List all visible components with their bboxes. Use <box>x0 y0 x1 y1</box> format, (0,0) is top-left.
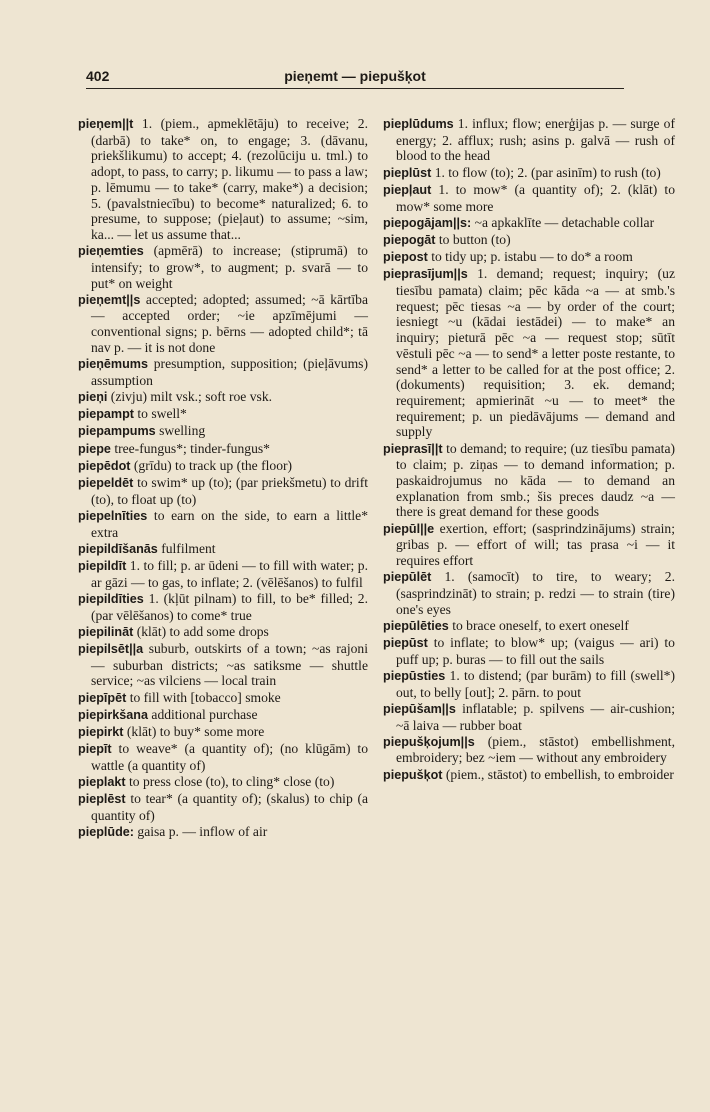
definition: 1. to mow* (a quantity of); 2. (klāt) to mow* some more <box>396 181 676 214</box>
definition: to brace oneself, to exert oneself <box>452 617 629 633</box>
definition: 1. to fill; p. ar ūdeni — to fill with water; p. ar gāzi — to gas, to inflate; 2. (vēlēšanos) to fulfil <box>91 557 368 590</box>
dictionary-entry <box>78 624 368 641</box>
dictionary-entry <box>383 767 675 784</box>
headword: pieplēst <box>78 792 126 807</box>
headword: piepilināt <box>78 624 134 639</box>
definition: (apmērā) to increase; (stiprumā) to intensify; to grow*, to augment; p. svarā — to put* on weight <box>91 243 368 291</box>
definition: tree-fungus*; tinder-fungus* <box>114 440 270 456</box>
definition: swelling <box>159 423 206 439</box>
definition: (klāt) to buy* some more <box>126 724 265 740</box>
dictionary-entry <box>78 724 368 741</box>
dictionary-entry <box>78 116 368 243</box>
headword: piepēdot <box>78 458 131 473</box>
definition: to demand; to require; (uz tiesību pamata) to claim; p. ziņas — to demand information; p. paskaidrojumus no kāda — to demand an explanation from smb.; šis preces daudz ~a — there is great demand for these goods <box>396 440 676 520</box>
dictionary-entry <box>383 165 675 182</box>
headword: pieņem||t <box>78 117 134 131</box>
definition: 1. to distend; (par burām) to fill (swell*) out, to belly [out]; 2. pārn. to pout <box>396 667 676 700</box>
headword: piepūsties <box>383 668 446 683</box>
definition: presumption, supposition; (pieļāvums) assumption <box>91 356 368 388</box>
headword: pieprasījum||s <box>383 267 468 282</box>
headword: piepirkšana <box>78 707 148 722</box>
dictionary-entry <box>78 541 368 558</box>
headword: pieplūde: <box>78 825 134 840</box>
dictionary-entry <box>78 243 368 291</box>
running-title: pieņemt — piepušķot <box>284 68 426 84</box>
right-column <box>383 116 675 784</box>
dictionary-entry <box>78 690 368 707</box>
headword: piepildīties <box>78 591 144 606</box>
definition: 1. (samocīt) to tire, to weary; 2. (sasprindzināt) to strain; p. redzi — to strain (tire) one's eyes <box>396 569 675 617</box>
definition: accepted; adopted; assumed; ~ā kārtība — accepted order; ~ie apzīmējumi — conventional signs; p. bērns — adopted child*; tā nav p. — it is not done <box>91 291 368 355</box>
dictionary-entry <box>78 423 368 440</box>
dictionary-entry <box>78 707 368 724</box>
headword: piepampums <box>78 424 156 439</box>
dictionary-entry <box>78 641 368 689</box>
dictionary-entry <box>78 591 368 623</box>
dictionary-entry <box>78 824 368 841</box>
headword: pieņi <box>78 389 108 404</box>
headword: piepīpēt <box>78 690 127 705</box>
headword: piepogāt <box>383 232 436 247</box>
headword: piepļaut <box>383 182 432 197</box>
definition: to earn on the side, to earn a little* extra <box>91 507 368 540</box>
dictionary-entry <box>383 701 675 733</box>
definition: 1. demand; request; inquiry; (uz tiesību pamata) claim; pēc kāda ~a — at smb.'s request; pēc tiesas ~a — by order of the court; iesniegt ~u (kādai iestādei) — to make* an inquiry; pieturā pēc ~a — request stop; sūtīt vēstuli pēc ~a — to send* a letter poste restante, to send* a letter to be called for at the post office; 2. (dokuments) requisition; 3. ek. demand; requirement; apmierināt ~u — to meet* the requirement; p. un piedāvājums — demand and supply <box>396 266 676 440</box>
dictionary-entry <box>78 356 368 388</box>
headword: piepīt <box>78 742 112 757</box>
definition: exertion, effort; (sasprindzinājums) strain; gribas p. — effort of will; tas prasa ~i — it requires effort <box>396 520 675 568</box>
dictionary-entry <box>383 618 675 635</box>
dictionary-entry <box>78 292 368 356</box>
dictionary-entry <box>383 635 675 667</box>
definition: 1. (piem., apmeklētāju) to receive; 2. (darbā) to take* on, to engage; 3. (dāvanu, priekšlikumu) to accept; 4. (rezolūciju u. tml.) to adopt, to pass, to carry; p. likumu — to pass a law; p. lēmumu — to take* (carry, make*) a decision; 5. (pavalstniecību) to become* naturalized; 6. to presume, to suppose; (pieļaut) to assume; ~sim, ka... — let us assume that... <box>91 116 368 242</box>
dictionary-entry <box>383 734 675 766</box>
definition: 1. to flow (to); 2. (par asinīm) to rush (to) <box>434 164 661 180</box>
page-number: 402 <box>86 68 110 84</box>
definition: ~a apkaklīte — detachable collar <box>474 214 655 230</box>
headword: pieplakt <box>78 775 126 790</box>
headword: pieņemt||s <box>78 292 141 307</box>
definition: 1. (kļūt pilnam) to fill, to be* filled; 2. (par vēlēšanos) to come* true <box>91 590 368 623</box>
headword: piepeldēt <box>78 475 134 490</box>
headword: piepūlēt <box>383 570 432 585</box>
dictionary-entry <box>383 249 675 266</box>
dictionary-entry <box>383 569 675 617</box>
dictionary-entry <box>383 441 675 521</box>
dictionary-entry <box>383 182 675 214</box>
definition: 1. influx; flow; enerģijas p. — surge of energy; 2. afflux; rush; asins p. galvā — rush of blood to the head <box>396 116 675 164</box>
headword: pieņēmums <box>78 357 148 372</box>
dictionary-entry <box>78 458 368 475</box>
dictionary-entry <box>78 441 368 458</box>
headword: piepost <box>383 250 428 265</box>
headword: piepildīšanās <box>78 541 158 556</box>
definition: additional purchase <box>151 706 258 722</box>
definition: to inflate; to blow* up; (vaigus — ari) to puff up; p. buras — to fill out the sails <box>396 635 675 667</box>
definition: inflatable; p. spilvens — air-cushion; ~ā laiva — rubber boat <box>396 700 676 733</box>
dictionary-entry <box>383 215 675 232</box>
dictionary-entry <box>78 774 368 791</box>
headword: piepušķojum||s <box>383 734 475 749</box>
headword: piepampt <box>78 407 134 422</box>
headword: piepūst <box>383 636 428 650</box>
headword: piepogājam||s: <box>383 215 472 230</box>
definition: fulfilment <box>161 540 216 556</box>
page-header <box>86 66 624 89</box>
headword: piepūlēties <box>383 618 449 633</box>
dictionary-entry <box>78 389 368 406</box>
dictionary-entry <box>383 232 675 249</box>
headword: piepildīt <box>78 558 127 573</box>
dictionary-entry <box>383 266 675 440</box>
headword: piepušķot <box>383 767 443 782</box>
definition: to swell* <box>137 406 187 422</box>
dictionary-entry <box>78 741 368 773</box>
definition: to button (to) <box>438 231 511 247</box>
definition: to press close (to), to cling* close (to) <box>129 774 335 790</box>
dictionary-entry <box>78 475 368 507</box>
headword: piepūl||e <box>383 521 435 536</box>
definition: suburb, outskirts of a town; ~as rajoni — suburban districts; ~as satiksme — shuttle service; ~as vilciens — local train <box>91 641 368 689</box>
headword: pieplūst <box>383 165 432 180</box>
dictionary-entry <box>383 521 675 569</box>
headword: pieņemties <box>78 244 144 259</box>
headword: piepilsēt||a <box>78 642 144 656</box>
dictionary-entry <box>383 668 675 700</box>
headword: piepūšam||s <box>383 701 456 716</box>
dictionary-entry <box>78 791 368 823</box>
left-column <box>78 116 368 841</box>
definition: gaisa p. — inflow of air <box>137 824 268 840</box>
headword: piepe <box>78 441 111 456</box>
definition: (piem., stāstot) to embellish, to embroider <box>445 766 674 782</box>
dictionary-entry <box>383 116 675 164</box>
definition: to tidy up; p. istabu — to do* a room <box>431 249 633 265</box>
definition: to weave* (a quantity of); (no klūgām) to wattle (a quantity of) <box>91 741 368 773</box>
definition: (klāt) to add some drops <box>136 623 269 639</box>
definition: to swim* up (to); (par priekšmetu) to drift (to), to float up (to) <box>91 474 368 507</box>
headword: pieprasī||t <box>383 441 443 456</box>
definition: (zivju) milt vsk.; soft roe vsk. <box>110 388 273 404</box>
dictionary-entry <box>78 406 368 423</box>
headword: piepelnīties <box>78 508 148 523</box>
definition: to tear* (a quantity of); (skalus) to chip (a quantity of) <box>91 791 369 824</box>
definition: to fill with [tobacco] smoke <box>129 689 281 705</box>
definition: (piem., stāstot) embellishment, embroidery; bez ~iem — without any embroidery <box>396 733 675 766</box>
definition: (grīdu) to track up (the floor) <box>133 457 293 473</box>
headword: pieplūdums <box>383 117 454 131</box>
dictionary-entry <box>78 508 368 540</box>
headword: piepirkt <box>78 725 124 740</box>
dictionary-entry <box>78 558 368 590</box>
